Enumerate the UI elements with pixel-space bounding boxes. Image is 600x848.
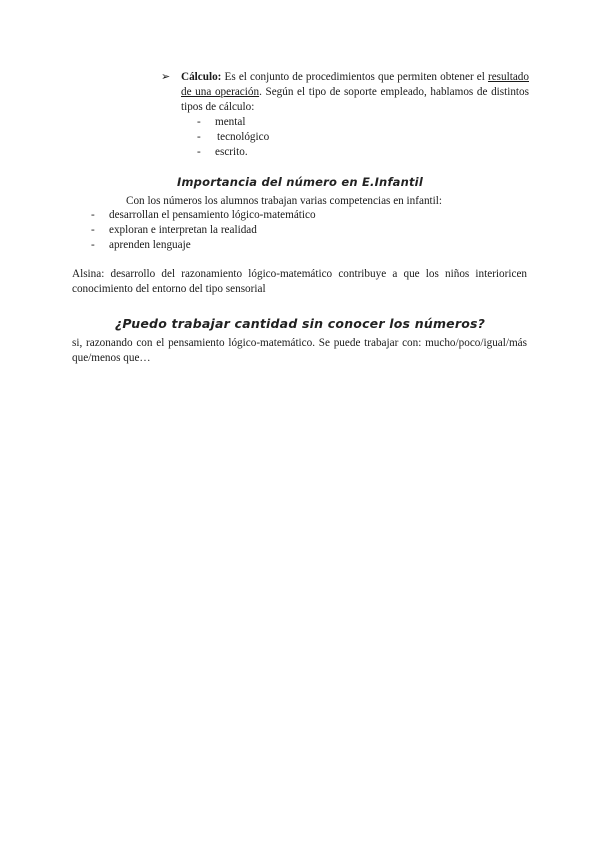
competencia-item: - desarrollan el pensamiento lógico-matemático bbox=[91, 208, 316, 223]
calculo-types-list bbox=[165, 115, 529, 160]
calculo-underlined: resultado de una operación bbox=[181, 71, 529, 98]
calculo-type-item: - mental bbox=[197, 115, 529, 130]
calculo-text-after: . Según el tipo de soporte empleado, hablamos de distintos tipos de cálculo: bbox=[181, 86, 529, 113]
competencia-item: - aprenden lenguaje bbox=[91, 238, 316, 253]
competencias-list bbox=[91, 208, 316, 253]
arrow-bullet-icon: ➢ bbox=[161, 71, 171, 83]
cantidad-answer-paragraph: si, razonando con el pensamiento lógico-matemático. Se puede trabajar con: mucho/poco/igual/más que/menos que… bbox=[72, 337, 527, 364]
calculo-bullet bbox=[161, 70, 529, 160]
calculo-term: Cálculo: bbox=[181, 71, 222, 83]
alsina-paragraph: Alsina: desarrollo del razonamiento lógico-matemático contribuye a que los niños interioricen conocimiento del entorno del tipo sensorial bbox=[72, 268, 527, 295]
section-heading-cantidad: ¿Puedo trabajar cantidad sin conocer los números? bbox=[114, 316, 486, 331]
calculo-type-item: - escrito. bbox=[197, 145, 529, 160]
calculo-definition bbox=[181, 70, 529, 115]
competencia-item: - exploran e interpretan la realidad bbox=[91, 223, 316, 238]
calculo-type-item: - tecnológico bbox=[197, 130, 529, 145]
calculo-text-before: Es el conjunto de procedimientos que permiten obtener el bbox=[221, 71, 488, 83]
section-heading-importancia: Importancia del número en E.Infantil bbox=[177, 175, 423, 189]
section1-intro: Con los números los alumnos trabajan varias competencias en infantil: bbox=[126, 195, 442, 207]
